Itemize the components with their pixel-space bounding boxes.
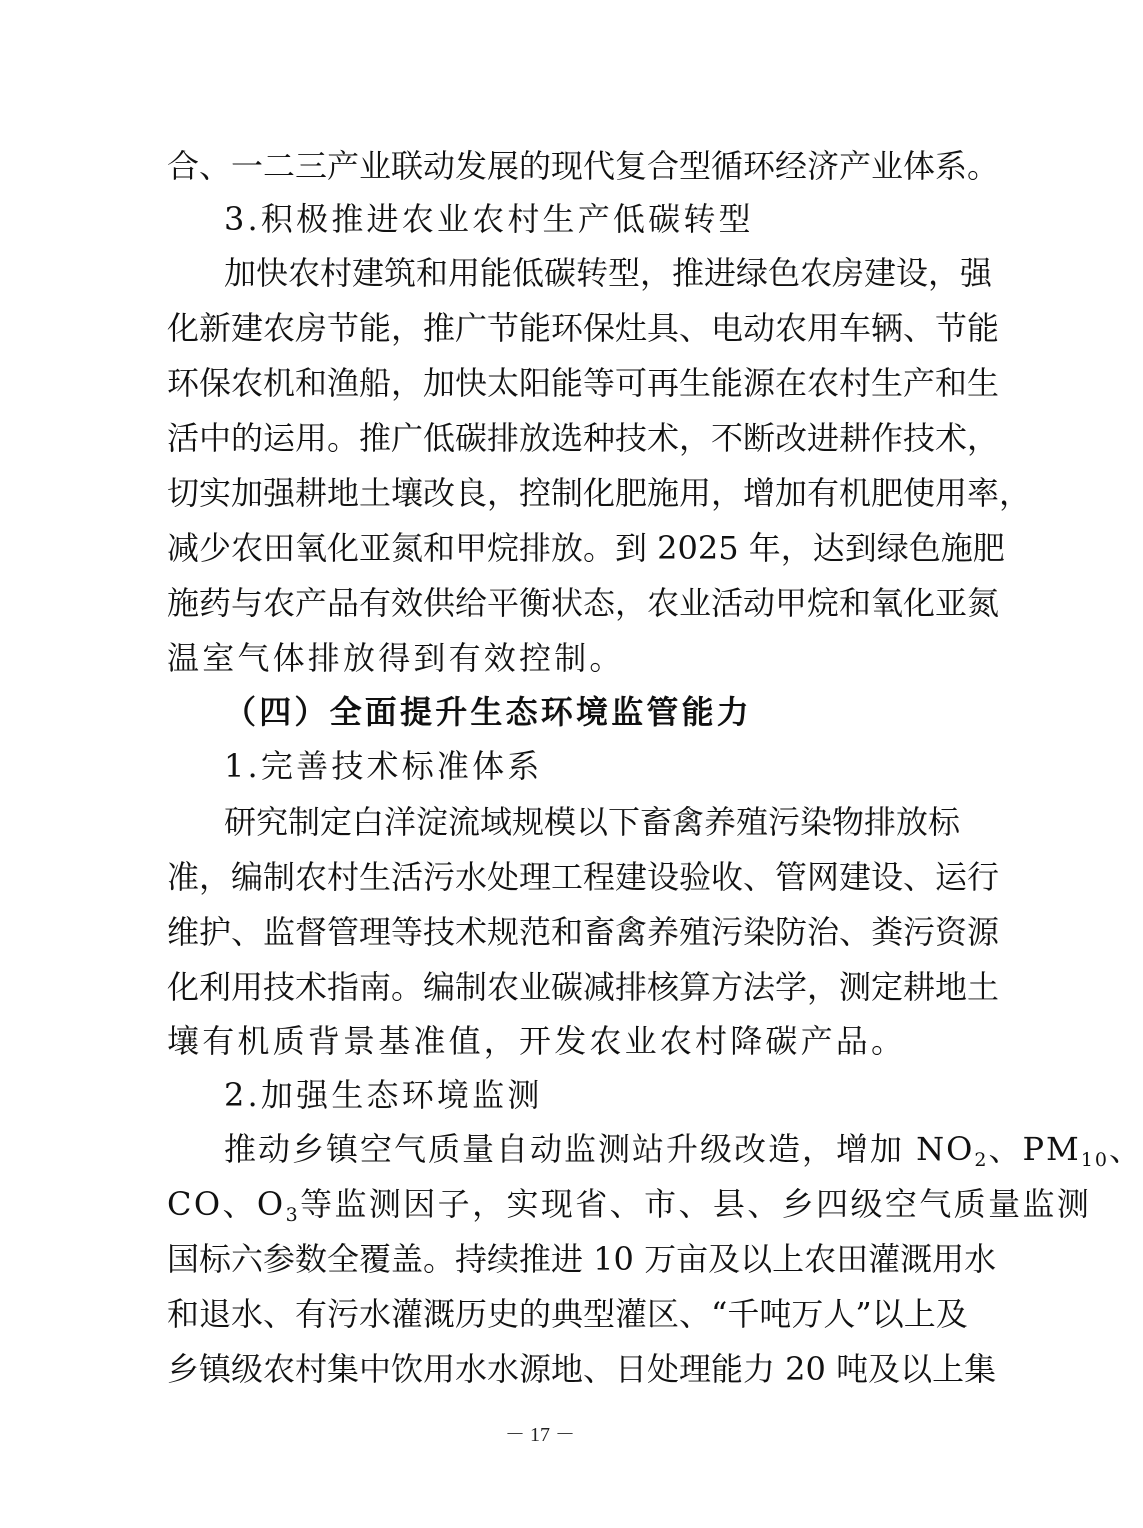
- paragraph-line: 切实加强耕地土壤改良，控制化肥施用，增加有机肥使用率，: [167, 474, 1032, 512]
- paragraph-line: 化新建农房节能，推广节能环保灶具、电动农用车辆、节能: [167, 309, 1000, 347]
- section-heading: （四）全面提升生态环境监管能力: [224, 693, 753, 731]
- paragraph-line: 准，编制农村生活污水处理工程建设验收、管网建设、运行: [167, 858, 1000, 896]
- paragraph-line: 化利用技术指南。编制农业碳减排核算方法学，测定耕地土: [167, 968, 1000, 1006]
- paragraph-line: 温室气体排放得到有效控制。: [167, 639, 625, 677]
- section-subheading: 1.完善技术标准体系: [224, 747, 543, 785]
- paragraph-line: 研究制定白洋淀流域规模以下畜禽养殖污染物排放标: [224, 803, 961, 841]
- paragraph-line: 施药与农产品有效供给平衡状态，农业活动甲烷和氧化亚氮: [167, 584, 1000, 622]
- paragraph-line: 环保农机和渔船，加快太阳能等可再生能源在农村生产和生: [167, 364, 1000, 402]
- paragraph-line: 维护、监督管理等技术规范和畜禽养殖污染防治、粪污资源: [167, 913, 1000, 951]
- paragraph-line: 壤有机质背景基准值，开发农业农村降碳产品。: [167, 1022, 907, 1060]
- paragraph-line: 国标六参数全覆盖。持续推进 10 万亩及以上农田灌溉用水: [167, 1240, 997, 1278]
- paragraph-line: 乡镇级农村集中饮用水水源地、日处理能力 20 吨及以上集: [167, 1350, 997, 1388]
- paragraph-line: [224, 1129, 1143, 1171]
- paragraph-text: 、: [1109, 1130, 1143, 1168]
- paragraph-text: 、PM: [988, 1130, 1081, 1168]
- paragraph-line: 合、一二三产业联动发展的现代复合型循环经济产业体系。: [167, 147, 1000, 185]
- page-number: － 17 －: [505, 1424, 575, 1446]
- paragraph-line: 和退水、有污水灌溉历史的典型灌区、“千吨万人”以上及: [167, 1295, 968, 1333]
- section-subheading: 2.加强生态环境监测: [224, 1076, 543, 1114]
- paragraph-text: 推动乡镇空气质量自动监测站升级改造，增加 NO: [224, 1130, 975, 1168]
- paragraph-text: CO、O: [167, 1185, 286, 1223]
- paragraph-line: [167, 1184, 1092, 1226]
- paragraph-text: 等监测因子，实现省、市、县、乡四级空气质量监测: [300, 1185, 1092, 1223]
- paragraph-line: 活中的运用。推广低碳排放选种技术，不断改进耕作技术，: [167, 419, 1000, 457]
- subscript: 2: [974, 1149, 989, 1171]
- subscript: 10: [1080, 1149, 1110, 1171]
- paragraph-line: 减少农田氧化亚氮和甲烷排放。到 2025 年，达到绿色施肥: [167, 529, 1005, 567]
- section-subheading: 3.积极推进农业农村生产低碳转型: [224, 200, 754, 238]
- paragraph-line: 加快农村建筑和用能低碳转型，推进绿色农房建设，强: [224, 254, 993, 292]
- subscript: 3: [285, 1204, 301, 1226]
